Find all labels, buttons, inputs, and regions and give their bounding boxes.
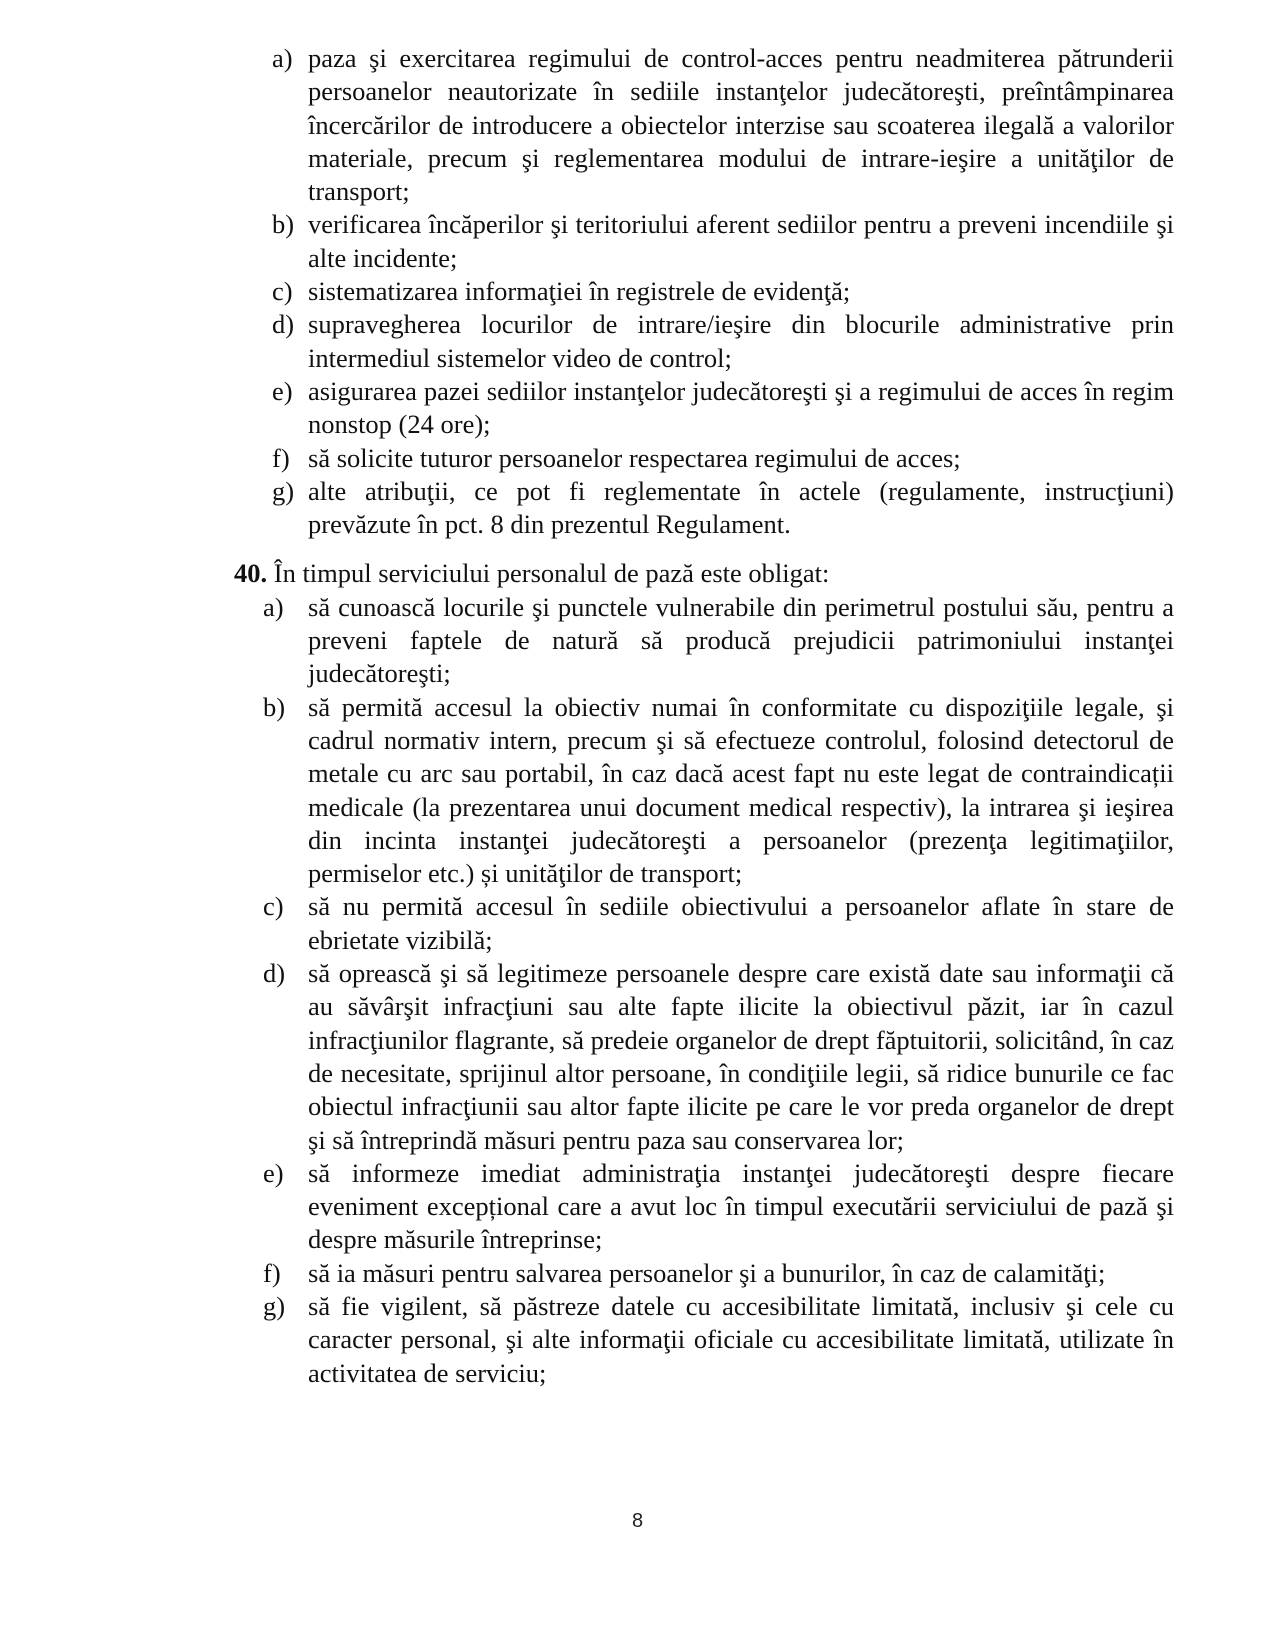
item-text: să permită accesul la obiectiv numai în conformitate cu dispoziţiile legale, şi cadrul normativ intern, precum şi să efectueze controlul, folosind detectorul de metale cu arc sau portabil, în caz dacă acest fapt nu este legat de contraindicații medicale (la prezentarea unui document medical respectiv), la intrarea şi ieşirea din incinta instanţei judecătoreşti a persoanelor (prezenţa legitimaţiilor, permiselor etc.) și unităţilor de transport; [308,691,1174,889]
list-item [234,1157,1174,1257]
item-text: sistematizarea informaţiei în registrele de evidenţă; [308,276,851,307]
page-number: 8 [631,1510,644,1532]
section-heading-text: În timpul serviciului personalul de pază este obligat: [273,558,830,589]
item-text: să solicite tuturor persoanelor respectarea regimului de acces; [308,442,961,473]
item-marker: d) [263,958,286,989]
item-text: asigurarea pazei sediilor instanţelor judecătoreşti şi a regimului de acces în regim nonstop (24 ore); [308,375,1174,440]
list-item [234,957,1174,1157]
list-item [234,1257,1174,1290]
list-item [234,591,1174,691]
page-content [234,42,1174,1390]
list-item [234,308,1174,375]
item-text: să informeze imediat administraţia instanţei judecătoreşti despre fiecare eveniment excepțional care a avut loc în timpul executării serviciului de pază şi despre măsurile întreprinse; [308,1157,1174,1255]
item-marker: c) [272,276,293,307]
list-item [234,890,1174,957]
section-number: 40. [234,558,268,589]
item-marker: g) [272,475,295,506]
list-item [234,275,1174,308]
list-item [234,442,1174,475]
item-text: verificarea încăperilor şi teritoriului aferent sediilor pentru a preveni incendiile şi alte incidente; [308,209,1174,273]
list-item [234,475,1174,542]
item-marker: f) [263,1257,281,1288]
item-text: paza şi exercitarea regimului de control-acces pentru neadmiterea pătrunderii persoanelor neautorizate în sediile instanţelor judecătoreşti, preîntâmpinarea încercărilor de introducere a obiectelor interzise sau scoaterea ilegală a valorilor materiale, precum şi reglementarea modului de intrare-ieşire a unităţilor de transport; [308,43,1174,207]
item-text: să cunoască locurile şi punctele vulnerabile din perimetrul postului său, pentru a preveni faptele de natură să producă prejudicii patrimoniului instanţei judecătoreşti; [308,591,1174,689]
list-top [234,42,1174,541]
item-marker: b) [272,209,295,240]
item-text: să oprească şi să legitimeze persoanele despre care există date sau informaţii că au săvârşit infracţiuni sau alte fapte ilicite la obiectivul păzit, iar în cazul infracţiunilor flagrante, să predeie organelor de drept făptuitorii, solicitând, în caz de necesitate, sprijinul altor persoane, în condiţiile legii, să ridice bunurile ce fac obiectul infracţiunii sau altor fapte ilicite pe care le vor preda organelor de drept şi să întreprindă măsuri pentru paza sau conservarea lor; [308,958,1174,1155]
list-item [234,42,1174,208]
section-heading [234,557,1174,590]
list-item [234,375,1174,442]
list-item [234,208,1174,275]
item-marker: c) [263,891,284,922]
list-item [234,691,1174,891]
item-text: să ia măsuri pentru salvarea persoanelor şi a bunurilor, în caz de calamităţi; [308,1257,1106,1288]
item-marker: d) [272,309,295,340]
item-text: să nu permită accesul în sediile obiectivului a persoanelor aflate în stare de ebrietate vizibilă; [308,891,1174,955]
list-item [234,1290,1174,1390]
item-text: alte atribuţii, ce pot fi reglementate în actele (regulamente, instrucţiuni) prevăzute în pct. 8 din prezentul Regulament. [308,475,1174,540]
item-text: supravegherea locurilor de intrare/ieşire din blocurile administrative prin intermediul sistemelor video de control; [308,309,1174,373]
item-marker: e) [272,375,293,406]
item-marker: b) [263,691,286,722]
item-marker: e) [263,1157,284,1188]
item-text: să fie vigilent, să păstreze datele cu accesibilitate limitată, inclusiv şi cele cu caracter personal, şi alte informaţii oficiale cu accesibilitate limitată, utilizate în activitatea de serviciu; [308,1290,1174,1388]
item-marker: f) [272,442,290,473]
item-marker: a) [272,43,293,73]
item-marker: a) [263,591,284,622]
item-marker: g) [263,1290,286,1321]
list-section-40 [234,591,1174,1390]
